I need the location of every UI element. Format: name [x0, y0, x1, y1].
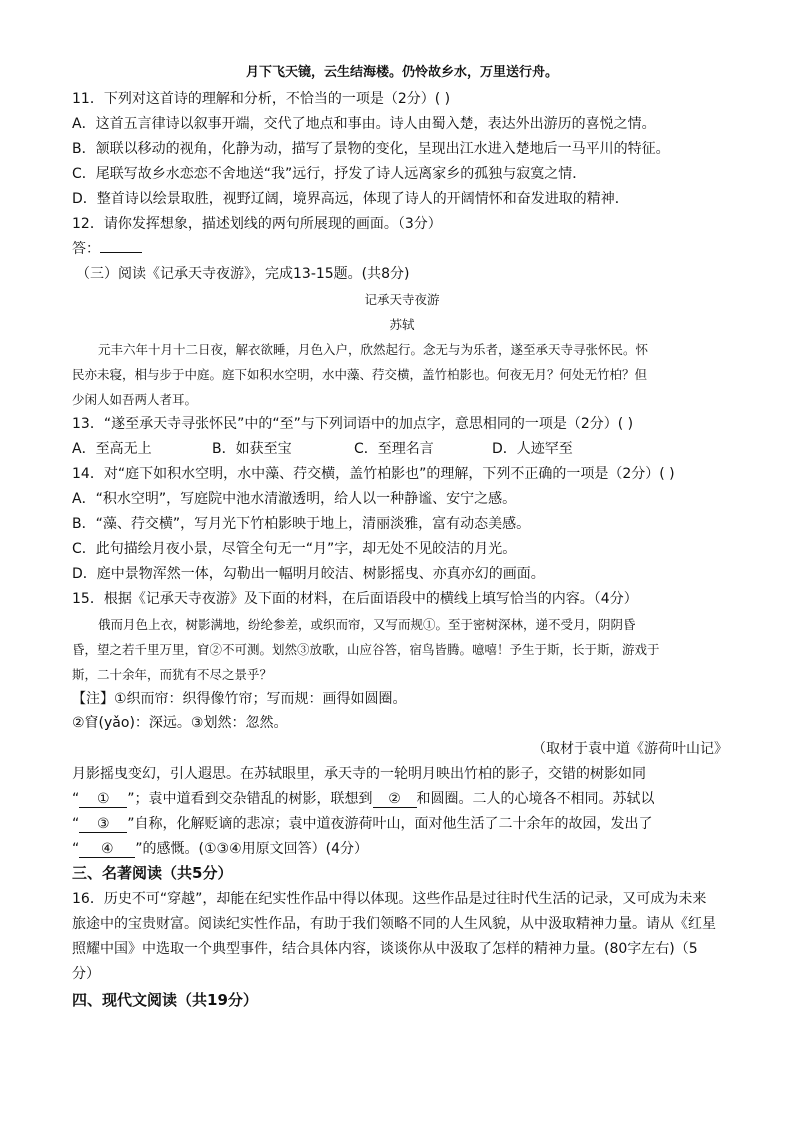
- q14-option-a: A．“积水空明”，写庭院中池水清澈透明，给人以一种静谧、安宁之感。: [72, 491, 517, 507]
- q15-passage-2-text-b: ”；袁中道看到交杂错乱的树影，联想到: [127, 791, 373, 807]
- section3-heading: （三）阅读《记承天寺夜游》，完成13-15题。(共8分): [76, 266, 410, 282]
- q12-answer-label: 答：: [72, 241, 100, 257]
- q16-line-4: 分）: [72, 966, 100, 982]
- q15-material-1: 俄而月色上衣，树影满地，纷纶参差，或织而帘，又写而规①。至于密树深林，递不受月，阴阴昏: [98, 617, 636, 632]
- q13-stem: 13．“遂至承天寺寻张怀民”中的“至”与下列词语中的加点字，意思相同的一项是（2分）( ): [72, 416, 634, 432]
- q15-note-1: 【注】①织而帘：织得像竹帘；写而规：画得如圆圈。: [72, 691, 407, 707]
- section3-author: 苏轼: [389, 317, 415, 332]
- q15-blank-3[interactable]: ③: [79, 817, 127, 833]
- part3-heading: 三、名著阅读（共5分）: [72, 864, 233, 882]
- quote-open: “: [72, 841, 80, 857]
- q15-passage-4: [72, 840, 732, 858]
- q16-line-1: 16．历史不可“穿越”，却能在纪实性作品中得以体现。这些作品是过往时代生活的记录，又可成为未来: [72, 891, 707, 907]
- q13-option-d: D．人迹罕至: [492, 441, 573, 457]
- poem-line: 月下飞天镜，云生结海楼。仍怜故乡水，万里送行舟。: [245, 65, 558, 80]
- q15-passage-1: 月影摇曳变幻，引人遐思。在苏轼眼里，承天寺的一轮明月映出竹柏的影子，交错的树影如同: [72, 766, 646, 782]
- q15-passage-3: [72, 815, 732, 833]
- q13-options: [72, 440, 732, 458]
- q13-option-a: A．至高无上: [72, 441, 152, 457]
- q11-option-b: B．颔联以移动的视角，化静为动，描写了景物的变化，呈现出江水进入楚地后一马平川的特征。: [72, 141, 670, 157]
- q14-stem: 14．对“庭下如积水空明，水中藻、荇交横，盖竹柏影也”的理解，下列不正确的一项是（2分）( ): [72, 466, 675, 482]
- part4-heading: 四、现代文阅读（共19分）: [72, 991, 258, 1009]
- quote-open: “: [72, 816, 80, 832]
- q11-option-d: D．整首诗以绘景取胜，视野辽阔，境界高远，体现了诗人的开阔情怀和奋发进取的精神．: [72, 191, 629, 207]
- quote-open: “: [72, 791, 80, 807]
- q16-line-3: 照耀中国》中选取一个典型事件，结合具体内容，谈谈你从中汲取了怎样的精神力量。(80字左右)（5: [72, 941, 698, 957]
- q14-option-b: B．“藻、荇交横”，写月光下竹柏影映于地上，清丽淡雅，富有动态美感。: [72, 516, 531, 532]
- q12-stem: 12．请你发挥想象，描述划线的两句所展现的画面。（3分）: [72, 216, 442, 232]
- section3-para-3: 少闲人如吾两人者耳。: [72, 392, 198, 407]
- q16-line-2: 旅途中的宝贵财富。阅读纪实性作品，有助于我们领略不同的人生风貌，从中汲取精神力量。请从《红星: [72, 916, 716, 932]
- q15-passage-4-text-b: ”的感慨。(①③④用原文回答）(4分）: [135, 841, 369, 857]
- q14-option-c: C．此句描绘月夜小景，尽管全句无一“月”字，却无处不见皎洁的月光。: [72, 541, 517, 557]
- q15-blank-4[interactable]: ④: [79, 842, 135, 858]
- q15-stem: 15．根据《记承天寺夜游》及下面的材料，在后面语段中的横线上填写恰当的内容。（4分）: [72, 591, 638, 607]
- q12-answer-line: [72, 240, 732, 258]
- q15-passage-3-text-b: ”自称，化解贬谪的悲凉；袁中道夜游荷叶山，面对他生活了二十余年的故园，发出了: [127, 816, 653, 832]
- q13-option-c: C．至理名言: [354, 441, 434, 457]
- q15-blank-1[interactable]: ①: [79, 792, 127, 808]
- q15-passage-2: [72, 790, 732, 808]
- q14-option-d: D．庭中景物浑然一体，勾勒出一幅明月皎洁、树影摇曳、亦真亦幻的画面。: [72, 566, 545, 582]
- q15-note-2: ②窅(yǎo)：深远。③划然：忽然。: [72, 715, 288, 731]
- section3-para-2: 民亦未寝，相与步于中庭。庭下如积水空明，水中藻、荇交横，盖竹柏影也。何夜无月？何处无竹柏？但: [72, 367, 648, 382]
- q15-material-3: 斯，二十余年，而犹有不尽之景乎？: [72, 667, 273, 682]
- section3-para-1: 元丰六年十月十二日夜，解衣欲睡，月色入户，欣然起行。念无与为乐者，遂至承天寺寻张怀民。怀: [98, 342, 649, 357]
- q13-option-b: B．如获至宝: [212, 441, 292, 457]
- q15-source: （取材于袁中道《游荷叶山记》: [532, 741, 728, 757]
- q11-option-a: A．这首五言律诗以叙事开端，交代了地点和事由。诗人由蜀入楚，表达外出游历的喜悦之情。: [72, 116, 656, 132]
- q11-option-c: C．尾联写故乡水恋恋不舍地送“我”远行，抒发了诗人远离家乡的孤独与寂寞之情．: [72, 166, 587, 182]
- q12-answer-blank[interactable]: [100, 252, 142, 253]
- q15-blank-2[interactable]: ②: [373, 792, 417, 808]
- q15-passage-2-text-c: 和圆圈。二人的心境各不相同。苏轼以: [416, 791, 655, 807]
- section3-title: 记承天寺夜游: [364, 292, 440, 307]
- q15-material-2: 昏，望之若千里万里，窅②不可测。划然③放歌，山应谷答，宿鸟皆腾。噫嘻！予生于斯，长于斯，游戏于: [72, 642, 660, 657]
- q11-stem: 11．下列对这首诗的理解和分析，不恰当的一项是（2分）( ): [72, 91, 451, 107]
